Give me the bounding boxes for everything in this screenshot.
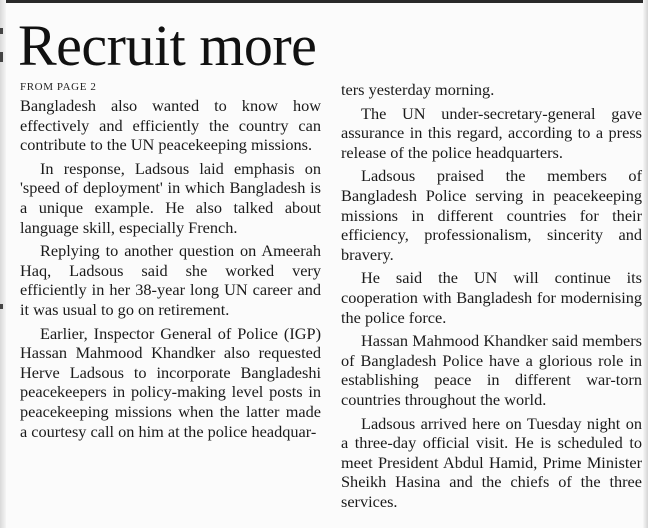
top-rule [0, 0, 648, 3]
headline: Recruit more [18, 13, 317, 78]
paragraph: Ladsous arrived here on Tuesday night on a three-day official visit. He is scheduled to meet President Abdul Hamid, Prime Minister Sheikh Hasina and the chiefs of the three services. [341, 413, 642, 511]
paragraph: He said the UN will continue its cooperation with Bangladesh for modernising the police force. [341, 268, 642, 327]
paragraph: Replying to another question on Ameerah Haq, Ladsous said she worked very efficiently in her 38-year long UN career and it was usual to go on retirement. [20, 241, 321, 319]
edge-mark [0, 304, 3, 309]
article-column-right [341, 80, 642, 511]
edge-mark [0, 28, 3, 34]
paragraph: Bangladesh also wanted to know how effectively and efficiently the country can contribute to the UN peacekeeping missions. [20, 96, 321, 155]
continuation-label: FROM PAGE 2 [20, 81, 97, 93]
edge-mark [0, 52, 3, 62]
paragraph: Earlier, Inspector General of Police (IGP) Hassan Mahmood Khandker also requested Herve Ladsous to incorporate Bangladeshi peacekeepers in policy-making level posts in peacekeeping missions when the latter made a courtesy call on him at the police headquar- [20, 323, 321, 441]
right-page-edge [643, 0, 648, 528]
paragraph: In response, Ladsous laid emphasis on 'speed of deployment' in which Bangladesh is a unique example. He also talked about language skill, especially French. [20, 158, 321, 237]
paragraph: Hassan Mahmood Khandker said members of Bangladesh Police have a glorious role in establishing peace in different war-torn countries throughout the world. [341, 331, 642, 409]
paragraph: The UN under-secretary-general gave assurance in this regard, according to a press release of the police headquarters. [341, 103, 642, 162]
paragraph: Ladsous praised the members of Bangladesh Police serving in peacekeeping missions in different countries for their efficiency, professionalism, sincerity and bravery. [341, 166, 642, 264]
paragraph: ters yesterday morning. [341, 80, 495, 99]
left-page-edge [0, 0, 6, 528]
article-column-left [20, 96, 321, 441]
